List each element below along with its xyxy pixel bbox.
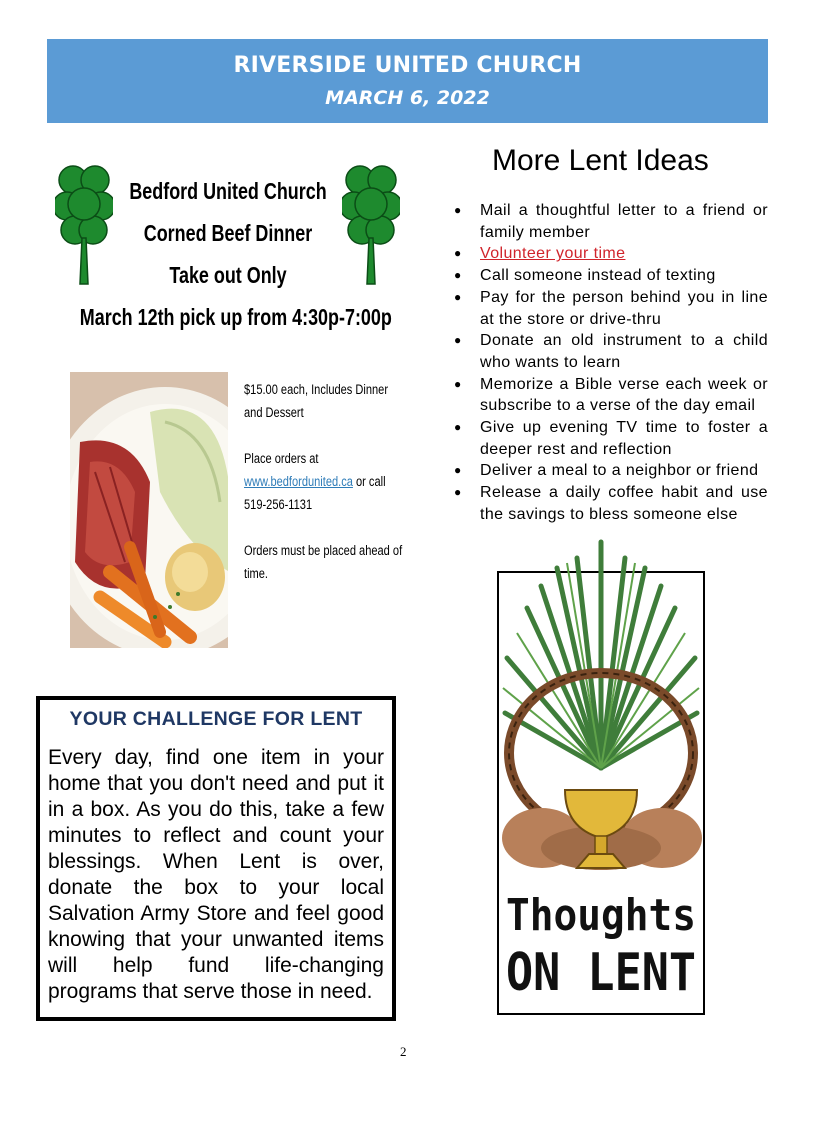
list-item: ● Call someone instead of texting	[454, 265, 768, 287]
website-link[interactable]: www.bedfordunited.ca	[244, 474, 353, 489]
challenge-heading: YOUR CHALLENGE FOR LENT	[69, 708, 363, 730]
bullet-icon: ●	[454, 203, 462, 217]
flyer-order-info	[244, 447, 408, 516]
flyer-title-line: Take out Only	[169, 262, 287, 288]
bullet-icon: ●	[454, 463, 462, 478]
flyer-deadline: Orders must be placed ahead of time.	[244, 543, 403, 581]
bullet-icon: ●	[454, 268, 462, 283]
corned-beef-dinner-photo	[70, 372, 228, 648]
header-banner	[47, 39, 768, 123]
bullet-icon: ●	[454, 485, 462, 500]
lent-ideas-list	[454, 200, 768, 526]
bulletin-date: MARCH 6, 2022	[325, 87, 490, 109]
list-item-volunteer-link[interactable]: ● Volunteer your time	[454, 243, 768, 265]
flyer-price: $15.00 each, Includes Dinner and Dessert	[244, 382, 389, 420]
dinner-flyer-title	[79, 170, 392, 338]
list-item: ● Release a daily coffee habit and use the savings to bless someone else	[454, 484, 768, 523]
art-line-1: Thoughts	[506, 890, 696, 941]
challenge-body: Every day, find one item in your home that you don't need and put it in a box. As you do this, take a few minutes to reflect and count your blessings. When Lent is over, donate the box to your local Salvation Army Store and feel good knowing that your unwanted items will help fund life-changing programs that serve those in need.	[48, 746, 384, 1003]
list-item: ● Pay for the person behind you in line at the store or drive-thru	[454, 288, 768, 328]
flyer-title-line: March 12th pick up from 4:30p-7:00p	[79, 304, 392, 330]
list-item: ● Memorize a Bible verse each week or subscribe to a verse of the day email	[454, 375, 768, 415]
list-item: ● Mail a thoughtful letter to a friend or family member	[454, 202, 768, 241]
list-item: ● Donate an old instrument to a child who wants to learn	[454, 332, 768, 371]
lent-ideas-title: More Lent Ideas	[492, 144, 709, 177]
shamrock-right-icon	[342, 160, 400, 286]
bullet-icon: ●	[454, 289, 462, 304]
order-label: Place orders at	[244, 451, 319, 466]
flyer-title-line: Corned Beef Dinner	[143, 220, 313, 246]
page-number: 2	[400, 1044, 407, 1059]
phone-number: 519-256-1131	[244, 497, 313, 512]
church-name: RIVERSIDE UNITED CHURCH	[233, 53, 582, 78]
dinner-flyer-details	[244, 378, 408, 608]
shamrock-left-icon	[55, 160, 113, 286]
lent-challenge-box	[36, 696, 396, 1021]
or-call-text: or call	[352, 474, 386, 489]
list-item: ● Give up evening TV time to foster a deeper rest and reflection	[454, 419, 768, 458]
art-line-2: ON LENT	[506, 943, 696, 1003]
bullet-icon: ●	[454, 376, 462, 391]
thoughts-on-lent-art	[497, 538, 705, 1016]
bullet-icon: ●	[454, 420, 462, 435]
flyer-title-line: Bedford United Church	[129, 178, 327, 204]
list-item: ● Deliver a meal to a neighbor or friend	[454, 460, 768, 482]
bullet-icon: ●	[454, 246, 462, 261]
bullet-icon: ●	[454, 333, 462, 348]
